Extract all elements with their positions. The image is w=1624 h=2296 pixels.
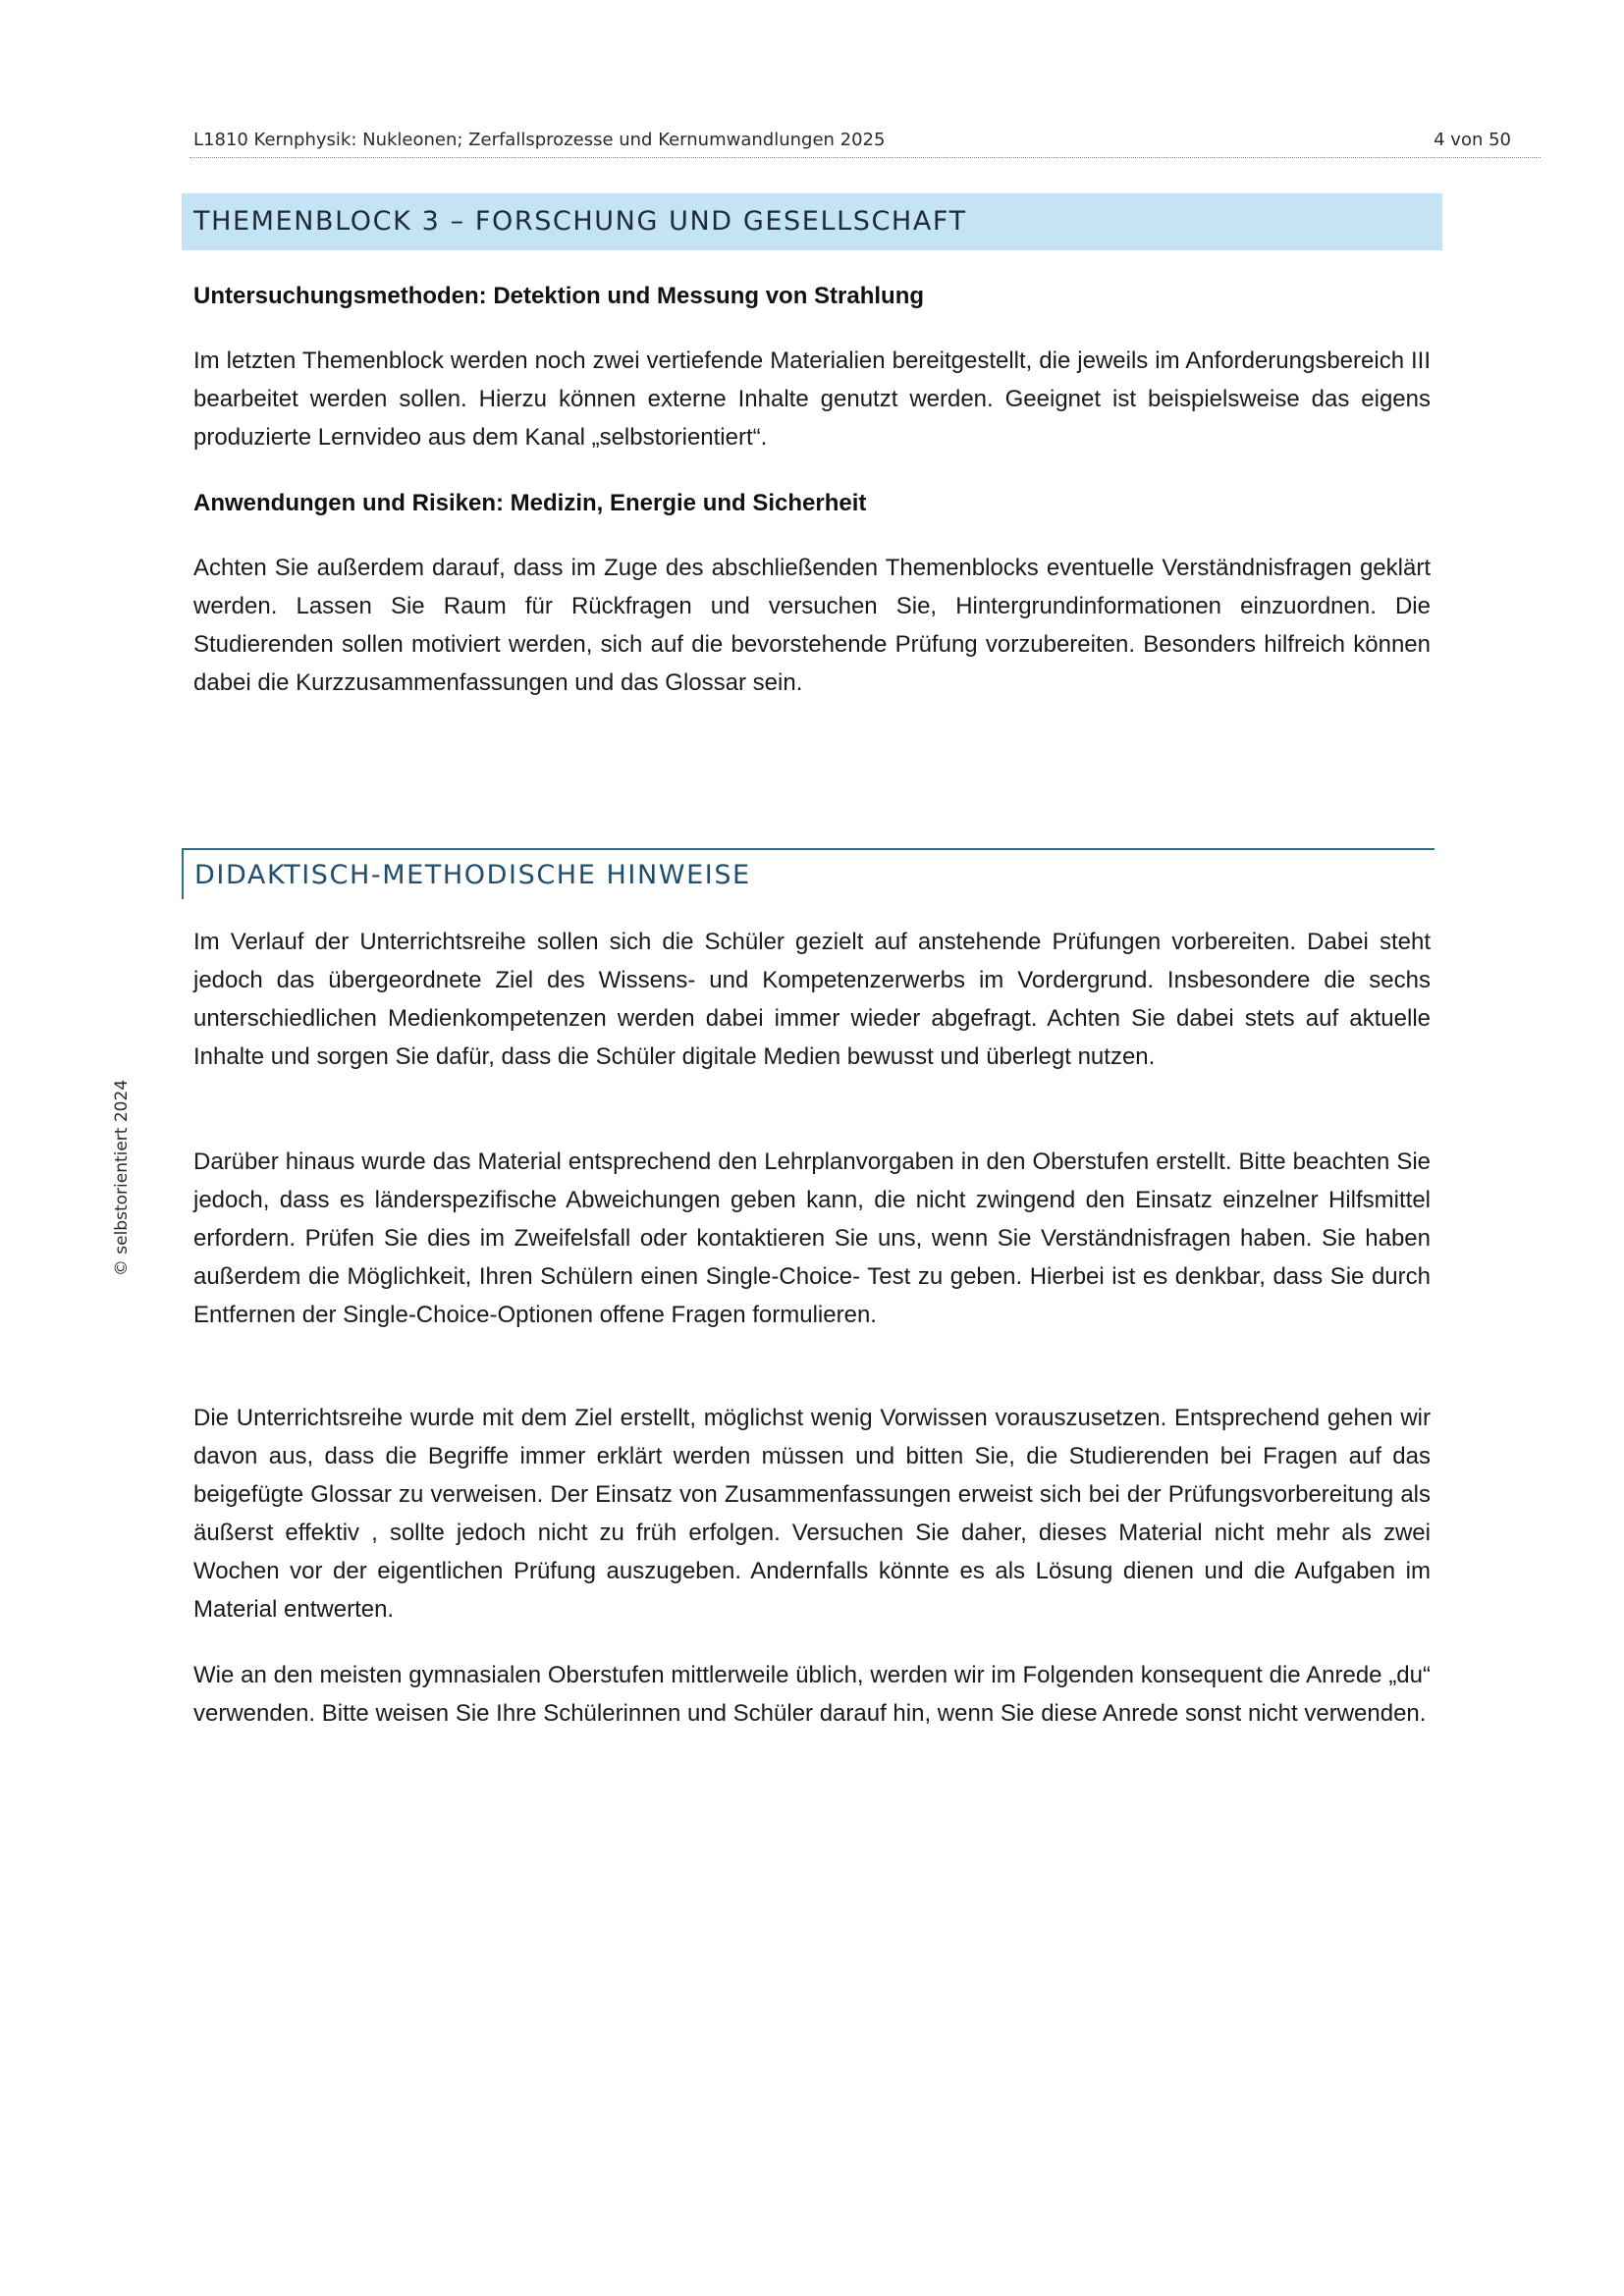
hinweise-paragraph-1-block <box>193 923 1431 1076</box>
paragraph-themenblock-intro: Im letzten Themenblock werden noch zwei vertiefende Materialien bereitgestellt, die jeweils im Anforderungsbereich III bearbeitet werden sollen. Hierzu können externe Inhalte genutzt werden. Geeignet ist beispielsweise das eigens produzierte Lernvideo aus dem Kanal „selbstorientiert“. <box>193 347 1431 451</box>
themenblock-paragraph-1-block <box>193 342 1431 456</box>
subhead-anwendungen: Anwendungen und Risiken: Medizin, Energie und Sicherheit <box>193 490 867 516</box>
page-header <box>189 128 1541 158</box>
hinweise-title: DIDAKTISCH-METHODISCHE HINWEISE <box>194 860 751 890</box>
themenblock-subhead-2-block <box>193 485 1431 522</box>
page-number: 4 von 50 <box>1434 130 1511 150</box>
paragraph-hinweise-4: Wie an den meisten gymnasialen Oberstufen mittlerweile üblich, werden wir im Folgenden konsequent die Anrede „du“ verwenden. Bitte weisen Sie Ihre Schülerinnen und Schüler darauf hin, wenn Sie diese Anrede sonst nicht verwenden. <box>193 1662 1431 1727</box>
hinweise-paragraph-4-block <box>193 1656 1431 1733</box>
hinweise-paragraph-2-block <box>193 1143 1431 1334</box>
paragraph-hinweise-2: Darüber hinaus wurde das Material entsprechend den Lehrplanvorgaben in den Oberstufen erstellt. Bitte beachten Sie jedoch, dass es länderspezifische Abweichungen geben kann, die nicht zwingend den Einsatz einzelner Hilfsmittel erfordern. Prüfen Sie dies im Zweifelsfall oder kontaktieren Sie uns, wenn Sie Verständnisfragen haben. Sie haben außerdem die Möglichkeit, Ihren Schülern einen Single-Choice- Test zu geben. Hierbei ist es denkbar, dass Sie durch Entfernen der Single-Choice-Optionen offene Fragen formulieren. <box>193 1148 1431 1328</box>
document-title: L1810 Kernphysik: Nukleonen; Zerfallsprozesse und Kernumwandlungen 2025 <box>193 130 886 150</box>
themenblock-subhead-1-block <box>193 278 1431 315</box>
subhead-untersuchungsmethoden: Untersuchungsmethoden: Detektion und Messung von Strahlung <box>193 283 925 309</box>
themenblock-title: THEMENBLOCK 3 – FORSCHUNG UND GESELLSCHAFT <box>193 206 967 237</box>
hinweise-paragraph-3-block <box>193 1399 1431 1629</box>
themenblock-paragraph-2-block <box>193 549 1431 702</box>
hinweise-heading <box>182 848 1435 899</box>
copyright-notice: © selbstorientiert 2024 <box>112 1079 132 1277</box>
paragraph-hinweise-1: Im Verlauf der Unterrichtsreihe sollen sich die Schüler gezielt auf anstehende Prüfungen vorbereiten. Dabei steht jedoch das übergeordnete Ziel des Wissens- und Kompetenzerwerbs im Vordergrund. Insbesondere die sechs unterschiedlichen Medienkompetenzen werden dabei immer wieder abgefragt. Achten Sie dabei stets auf aktuelle Inhalte und sorgen Sie dafür, dass die Schüler digitale Medien bewusst und überlegt nutzen. <box>193 929 1431 1070</box>
paragraph-themenblock-closing: Achten Sie außerdem darauf, dass im Zuge des abschließenden Themenblocks eventuelle Verständnisfragen geklärt werden. Lassen Sie Raum für Rückfragen und versuchen Sie, Hintergrundinformationen einzuordnen. Die Studierenden sollen motiviert werden, sich auf die bevorstehende Prüfung vorzubereiten. Besonders hilfreich können dabei die Kurzzusammenfassungen und das Glossar sein. <box>193 555 1431 696</box>
paragraph-hinweise-3: Die Unterrichtsreihe wurde mit dem Ziel erstellt, möglichst wenig Vorwissen vorauszusetzen. Entsprechend gehen wir davon aus, dass die Begriffe immer erklärt werden müssen und bitten Sie, die Studierenden bei Fragen auf das beigefügte Glossar zu verweisen. Der Einsatz von Zusammenfassungen erweist sich bei der Prüfungsvorbereitung als äußerst effektiv , sollte jedoch nicht zu früh erfolgen. Versuchen Sie daher, dieses Material nicht mehr als zwei Wochen vor der eigentlichen Prüfung auszugeben. Andernfalls könnte es als Lösung dienen und die Aufgaben im Material entwerten. <box>193 1405 1431 1623</box>
themenblock-banner <box>182 193 1442 250</box>
